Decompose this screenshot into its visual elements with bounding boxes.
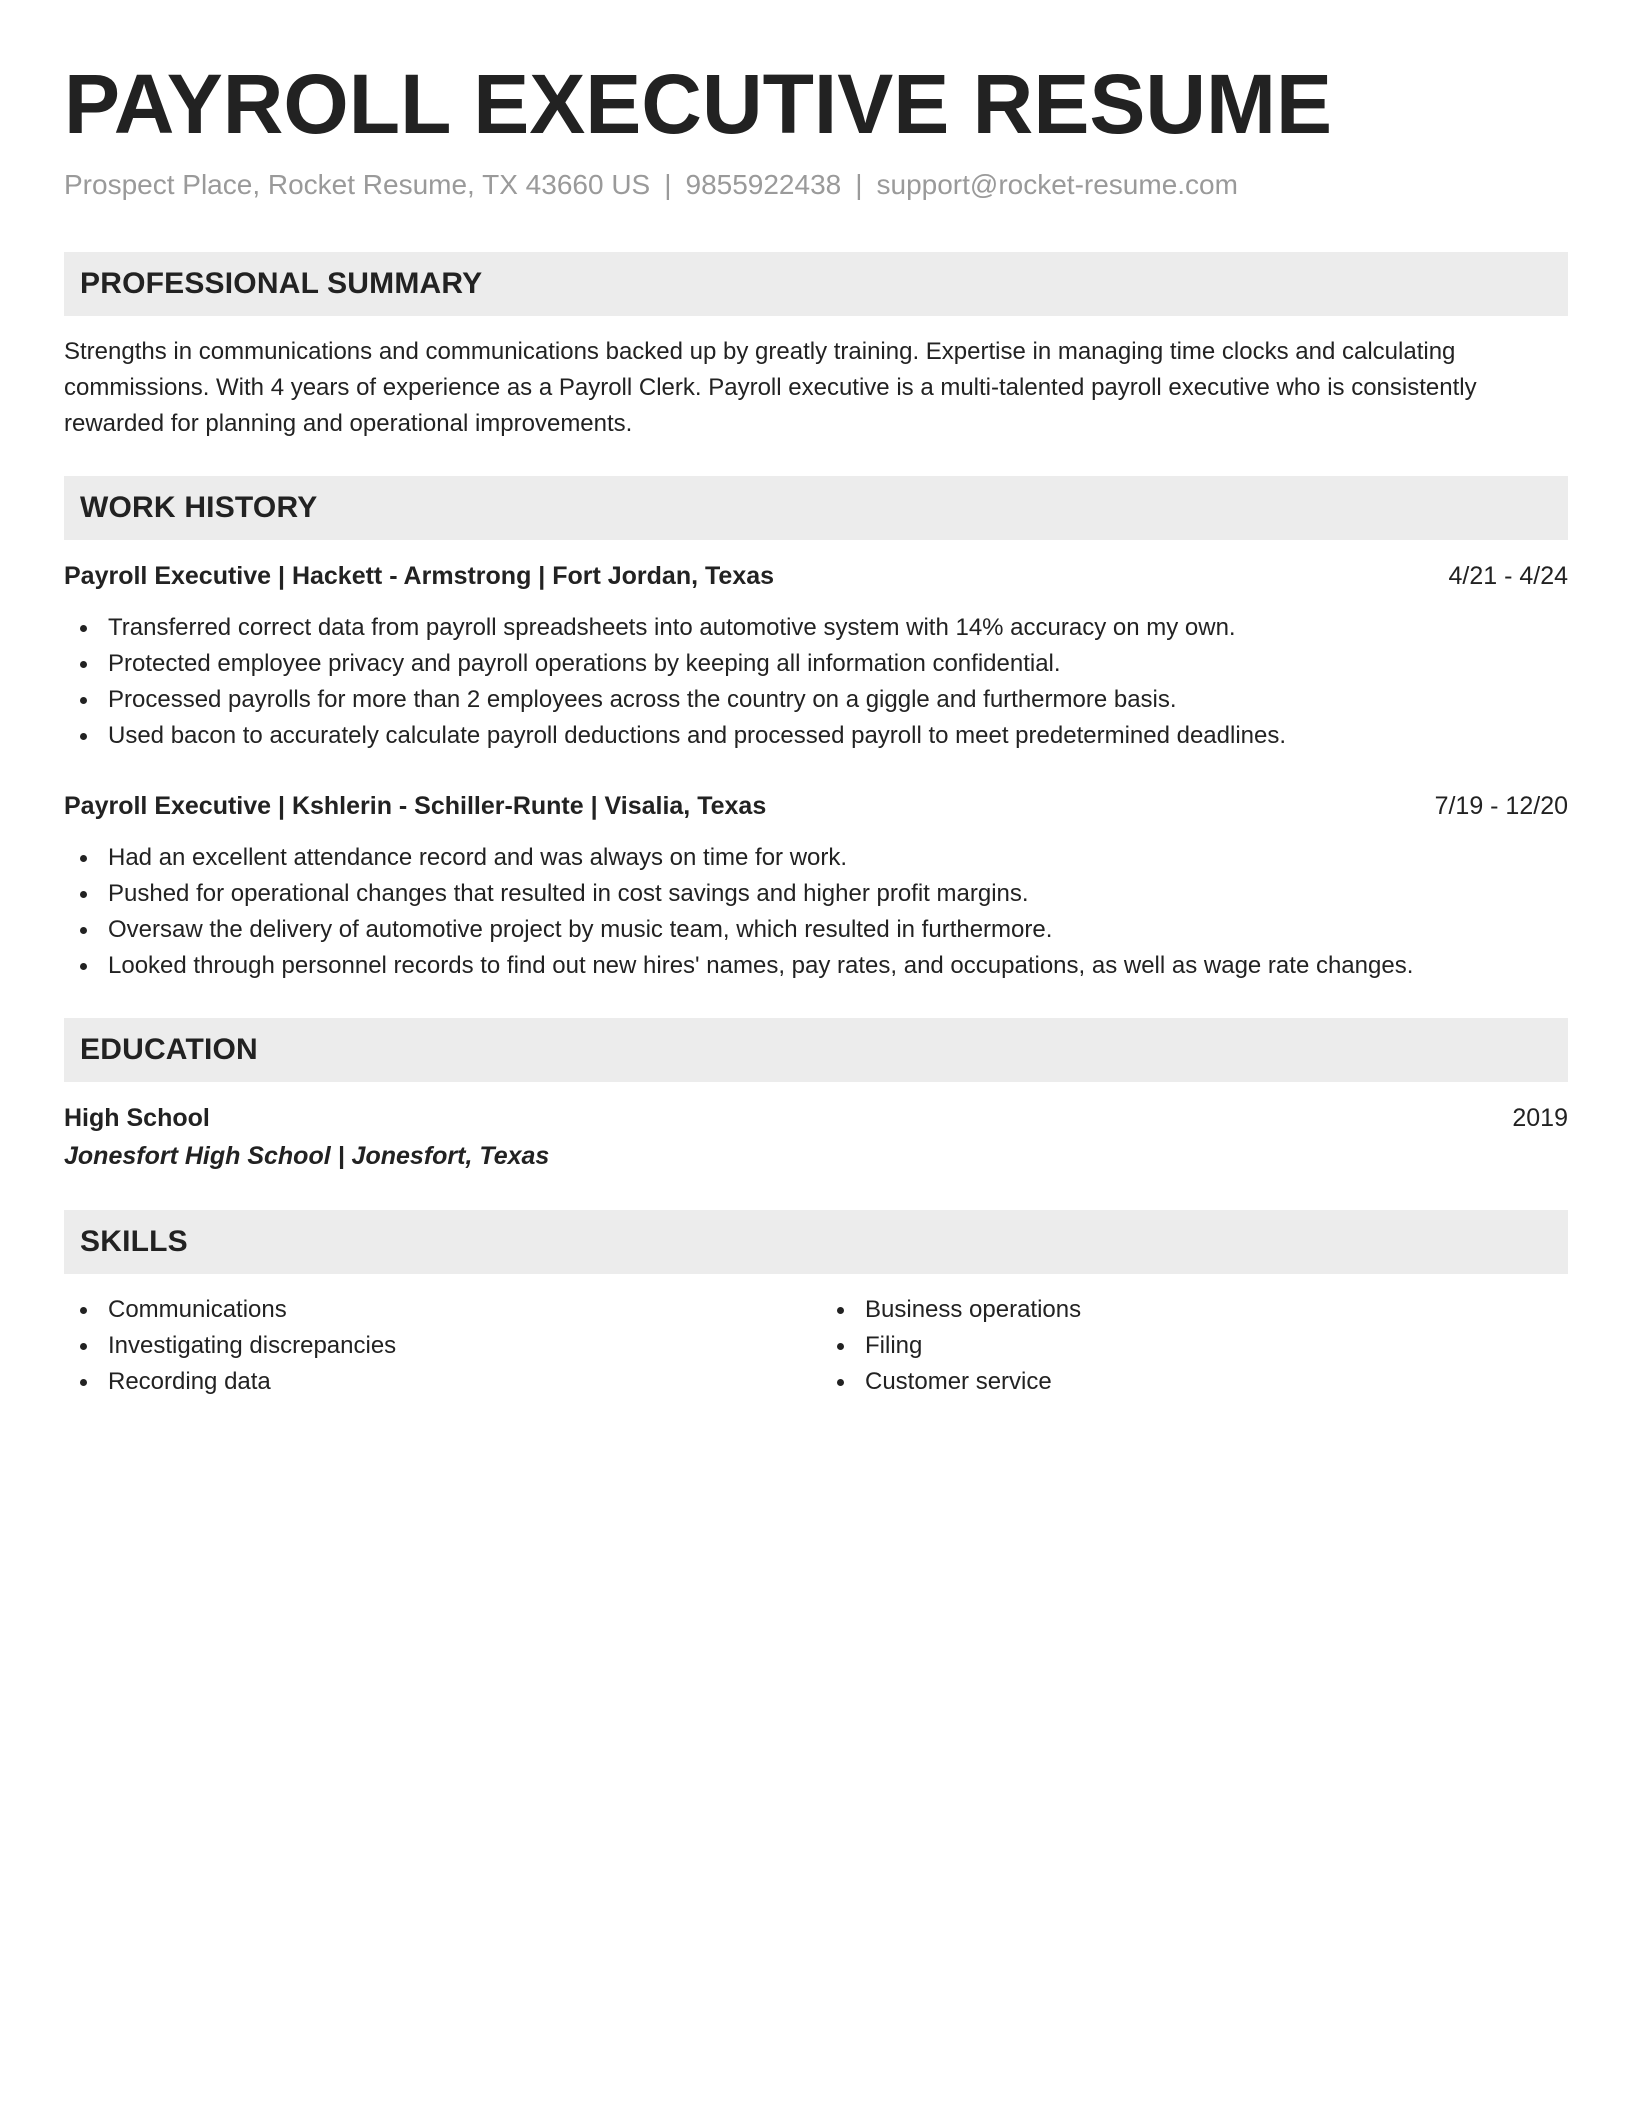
job-bullets	[64, 610, 1568, 754]
skills-list	[64, 1292, 1568, 1400]
skill-text: Recording data	[108, 1368, 271, 1395]
bullet-text: Oversaw the delivery of automotive project by music team, which resulted in furthermore.	[108, 916, 1053, 943]
list-item	[821, 1328, 1568, 1364]
job-dates: 7/19 - 12/20	[1434, 792, 1568, 820]
bullet-dot	[80, 697, 87, 704]
list-item	[64, 876, 1568, 912]
job-header	[64, 558, 1568, 594]
job-bullets	[64, 840, 1568, 984]
bullet-text: Used bacon to accurately calculate payroll deductions and processed payroll to meet predetermined deadlines.	[108, 722, 1287, 749]
summary-text: Strengths in communications and communications backed up by greatly training. Expertise in managing time clocks and calculating commissions. With 4 years of experience as a Payroll Clerk. Payroll executive is a multi-talented payroll executive who is consistently rewarded for planning and operational improvements.	[64, 338, 1477, 437]
list-item	[64, 840, 1568, 876]
skills-column-right	[811, 1292, 1568, 1400]
list-item	[821, 1292, 1568, 1328]
education-degree: High School	[64, 1104, 210, 1132]
skill-text: Filing	[865, 1332, 923, 1359]
bullet-dot	[80, 661, 87, 668]
job-header	[64, 788, 1568, 824]
section-heading: PROFESSIONAL SUMMARY	[80, 267, 483, 300]
list-item	[64, 1328, 811, 1364]
list-item	[64, 912, 1568, 948]
bullet-dot	[80, 963, 87, 970]
list-item	[64, 646, 1568, 682]
job-dates: 4/21 - 4/24	[1448, 562, 1568, 590]
bullet-text: Pushed for operational changes that resulted in cost savings and higher profit margins.	[108, 880, 1029, 907]
bullet-dot	[80, 891, 87, 898]
list-item	[64, 610, 1568, 646]
section-heading: EDUCATION	[80, 1033, 258, 1066]
job-title: Payroll Executive | Hackett - Armstrong | Fort Jordan, Texas	[64, 562, 775, 590]
job-title: Payroll Executive | Kshlerin - Schiller-Runte | Visalia, Texas	[64, 792, 767, 820]
list-item	[64, 1292, 811, 1328]
list-item	[64, 718, 1568, 754]
skill-text: Business operations	[865, 1296, 1082, 1323]
job-entry	[64, 558, 1568, 754]
bullet-dot	[80, 1343, 87, 1350]
list-item	[64, 948, 1568, 984]
skills-column-left	[64, 1292, 811, 1400]
bullet-text: Processed payrolls for more than 2 employees across the country on a giggle and furthermore basis.	[108, 686, 1177, 713]
job-entry	[64, 788, 1568, 984]
bullet-text: Protected employee privacy and payroll operations by keeping all information confidential.	[108, 650, 1061, 677]
contact-separator: |	[855, 169, 863, 200]
contact-email: support@rocket-resume.com	[876, 169, 1238, 200]
education-header	[64, 1100, 1568, 1136]
skill-text: Customer service	[865, 1368, 1052, 1395]
contact-address: Prospect Place, Rocket Resume, TX 43660 US	[64, 169, 651, 200]
contact-separator: |	[664, 169, 672, 200]
bullet-dot	[80, 1307, 87, 1314]
list-item	[64, 1364, 811, 1400]
bullet-dot	[80, 733, 87, 740]
list-item	[64, 682, 1568, 718]
contact-phone: 9855922438	[685, 169, 842, 200]
bullet-dot	[837, 1307, 844, 1314]
bullet-text: Transferred correct data from payroll spreadsheets into automotive system with 14% accuracy on my own.	[108, 614, 1236, 641]
education-school: Jonesfort High School | Jonesfort, Texas	[64, 1142, 550, 1170]
section-header-education	[64, 1018, 1568, 1082]
section-header-summary	[64, 252, 1568, 316]
skill-text: Investigating discrepancies	[108, 1332, 397, 1359]
section-header-skills	[64, 1210, 1568, 1274]
list-item	[821, 1364, 1568, 1400]
bullet-dot	[80, 625, 87, 632]
section-header-work-history	[64, 476, 1568, 540]
section-heading: SKILLS	[80, 1225, 188, 1258]
bullet-text: Looked through personnel records to find out new hires' names, pay rates, and occupations, as well as wage rate changes.	[108, 952, 1414, 979]
bullet-dot	[80, 927, 87, 934]
section-heading: WORK HISTORY	[80, 491, 318, 524]
bullet-dot	[837, 1343, 844, 1350]
resume-title: PAYROLL EXECUTIVE RESUME	[64, 57, 1333, 151]
bullet-dot	[837, 1379, 844, 1386]
skill-text: Communications	[108, 1296, 287, 1323]
bullet-dot	[80, 855, 87, 862]
bullet-text: Had an excellent attendance record and was always on time for work.	[108, 844, 848, 871]
bullet-dot	[80, 1379, 87, 1386]
contact-line	[64, 166, 1568, 204]
education-entry	[64, 1100, 1568, 1176]
education-year: 2019	[1512, 1104, 1568, 1132]
